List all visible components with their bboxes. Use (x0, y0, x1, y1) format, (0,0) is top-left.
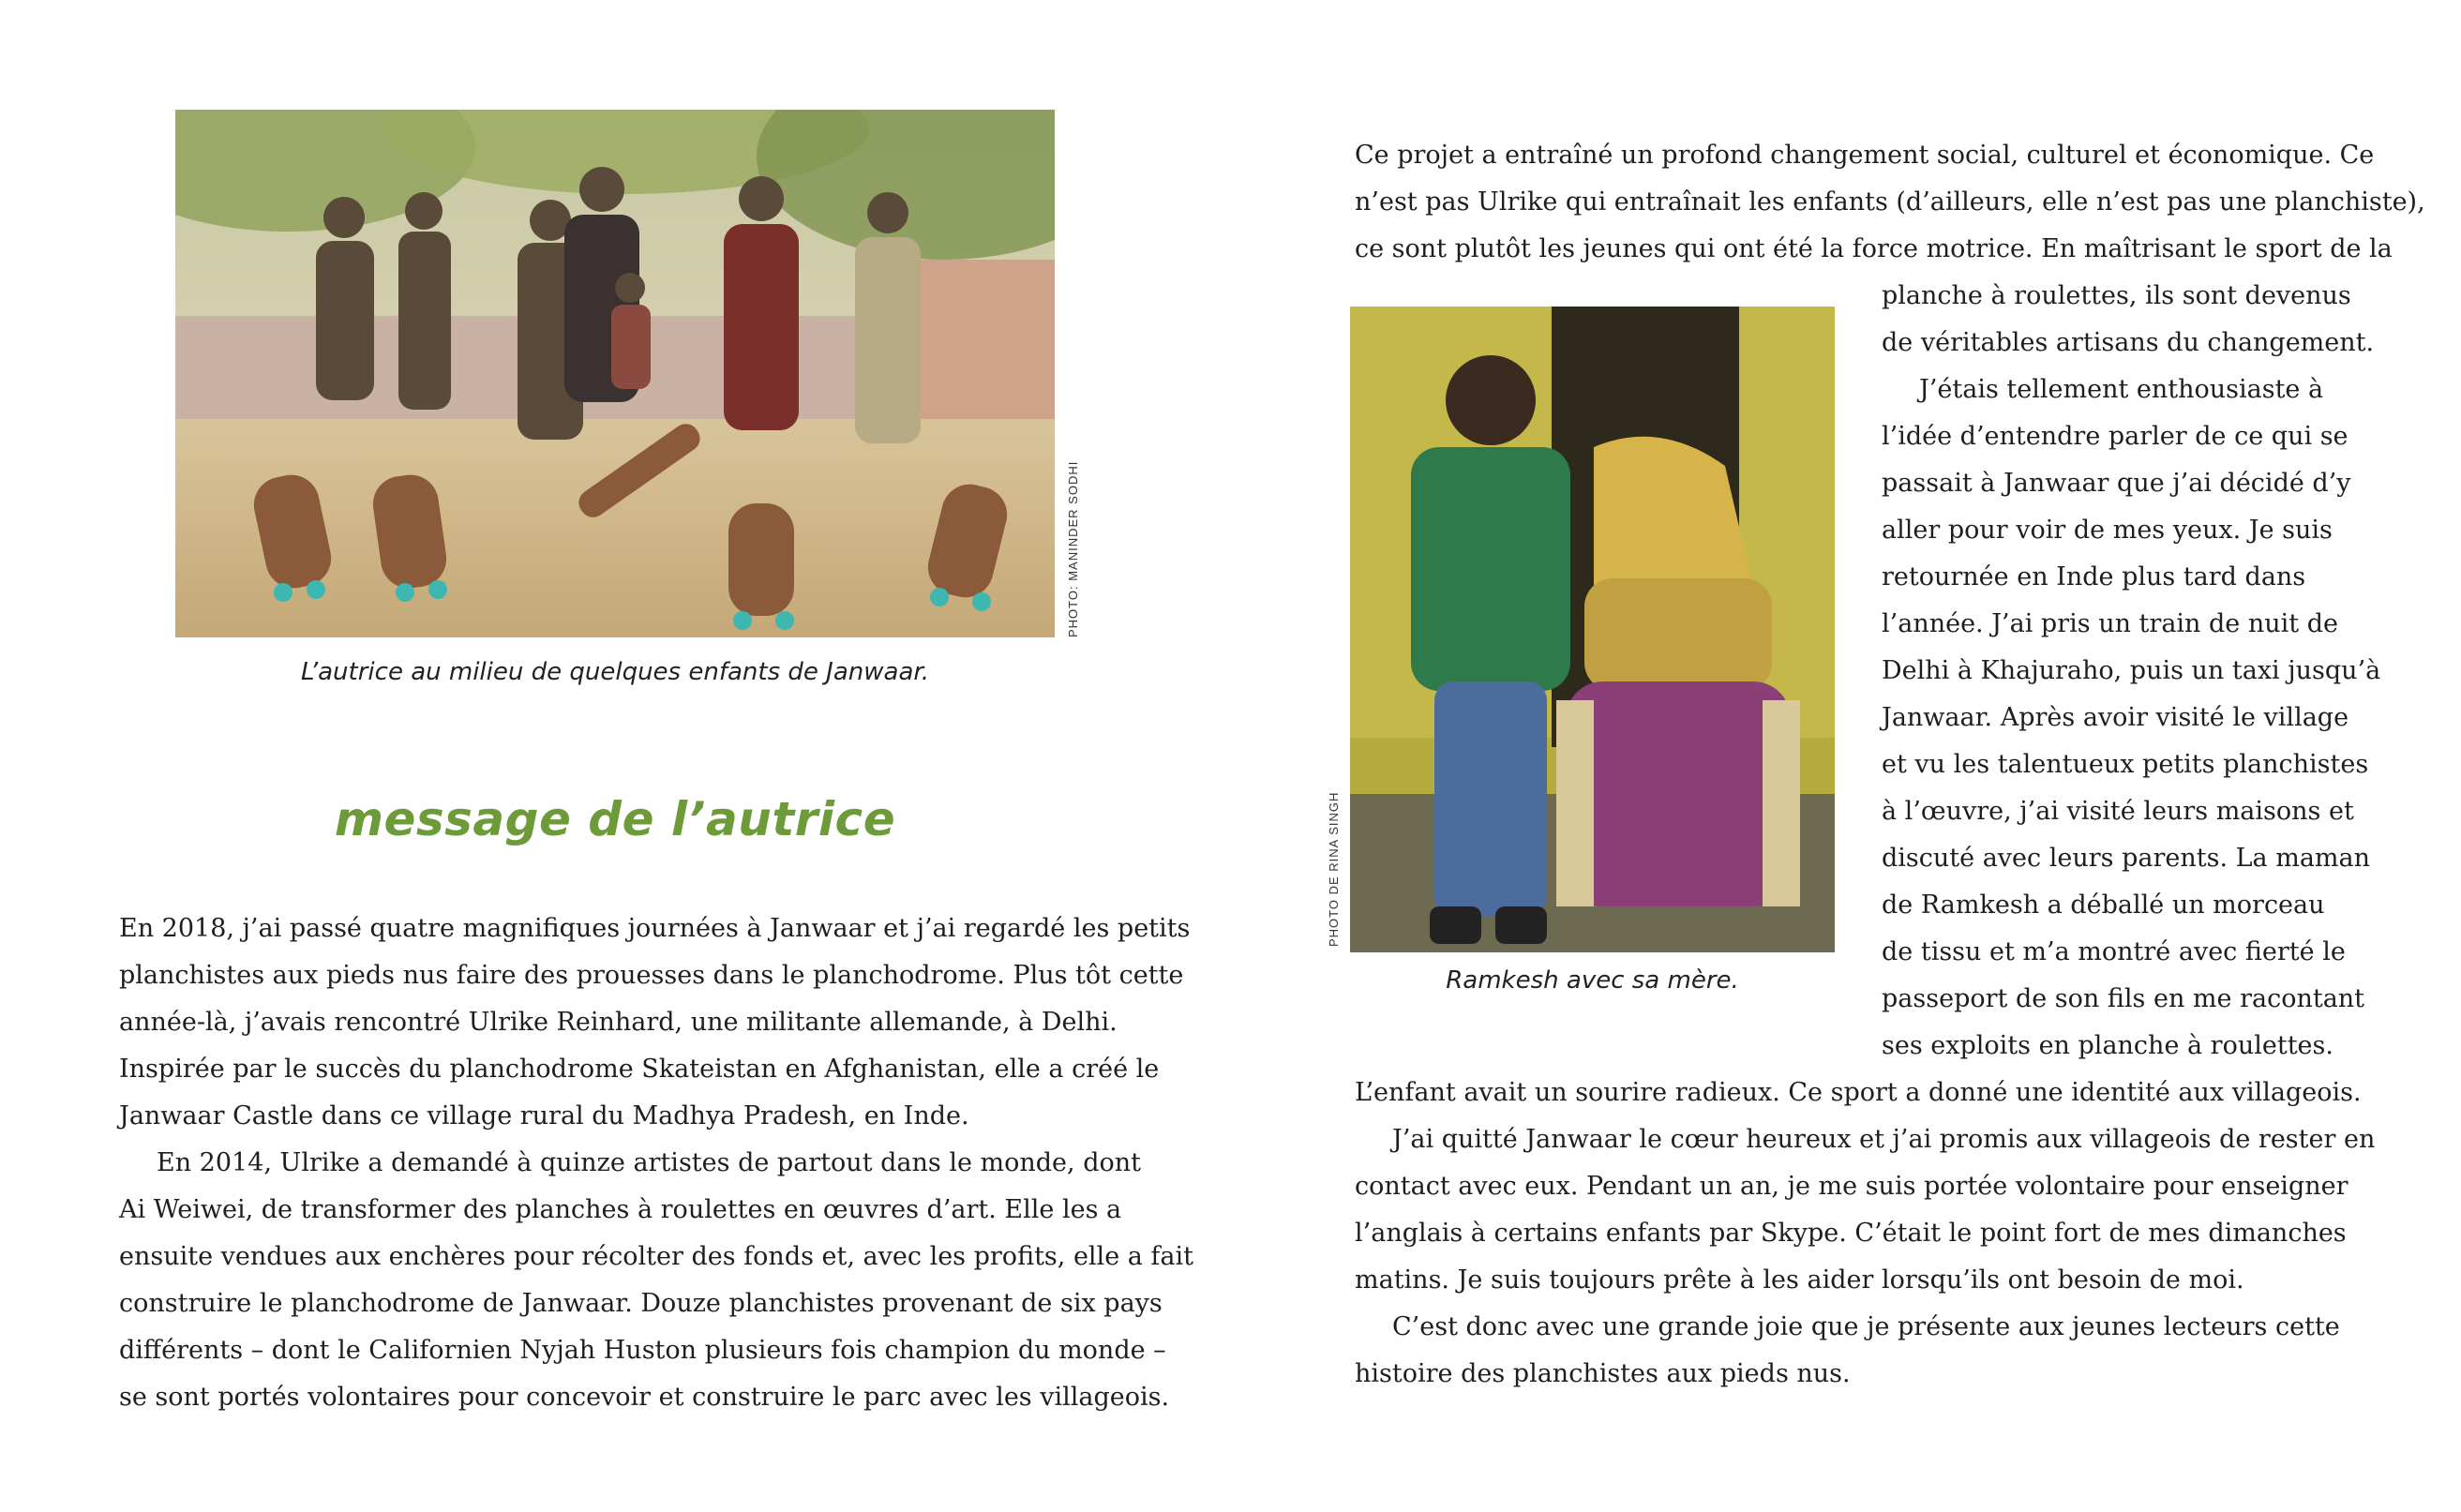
section-heading: message de l’autrice (334, 792, 896, 846)
photo-credit-right: PHOTO DE RINA SINGH (1327, 791, 1341, 947)
body-line: histoire des planchistes aux pieds nus. (1355, 1359, 1851, 1388)
body-line: Janwaar Castle dans ce village rural du Madhya Pradesh, en Inde. (119, 1101, 969, 1130)
body-line: contact avec eux. Pendant un an, je me suis portée volontaire pour enseigner (1355, 1172, 2348, 1201)
body-line: année-là, j’avais rencontré Ulrike Reinhard, une militante allemande, à Delhi. (119, 1008, 1118, 1037)
body-line: discuté avec leurs parents. La maman (1882, 844, 2371, 873)
body-line: de véritables artisans du changement. (1882, 328, 2375, 357)
body-line: planchistes aux pieds nus faire des prouesses dans le planchodrome. Plus tôt cette (119, 961, 1184, 990)
body-line: l’idée d’entendre parler de ce qui se (1882, 422, 2348, 451)
photo-caption-right: Ramkesh avec sa mère. (1446, 966, 1739, 995)
body-line: ce sont plutôt les jeunes qui ont été la force motrice. En maîtrisant le sport de la (1355, 234, 2393, 263)
body-line: différents – dont le Californien Nyjah Huston plusieurs fois champion du monde – (119, 1336, 1166, 1365)
photo-author-with-children (175, 110, 1055, 637)
body-line: ses exploits en planche à roulettes. (1882, 1031, 2333, 1060)
body-line: Ce projet a entraîné un profond changement social, culturel et économique. Ce (1355, 141, 2375, 170)
body-line: retournée en Inde plus tard dans (1882, 562, 2306, 591)
body-line: et vu les talentueux petits planchistes (1882, 750, 2369, 779)
body-line: de Ramkesh a déballé un morceau (1882, 891, 2325, 920)
body-line: planche à roulettes, ils sont devenus (1882, 281, 2351, 310)
body-line: se sont portés volontaires pour concevoir et construire le parc avec les villageois. (119, 1383, 1170, 1412)
photo-author-with-children-image (175, 110, 1055, 637)
body-line: J’étais tellement enthousiaste à (1919, 375, 2324, 404)
photo-credit-left: PHOTO: MANINDER SODHI (1066, 460, 1080, 637)
body-line: C’est donc avec une grande joie que je présente aux jeunes lecteurs cette (1392, 1312, 2340, 1341)
body-line: n’est pas Ulrike qui entraînait les enfants (d’ailleurs, elle n’est pas une planchiste), (1355, 187, 2425, 217)
body-line: l’anglais à certains enfants par Skype. C’était le point fort de mes dimanches (1355, 1219, 2347, 1248)
photo-ramkesh-with-mother-image (1350, 307, 1835, 952)
body-line: En 2018, j’ai passé quatre magnifiques journées à Janwaar et j’ai regardé les petits (119, 914, 1191, 943)
body-line: de tissu et m’a montré avec fierté le (1882, 937, 2346, 966)
body-line: passait à Janwaar que j’ai décidé d’y (1882, 469, 2351, 498)
body-line: L’enfant avait un sourire radieux. Ce sport a donné une identité aux villageois. (1355, 1078, 2362, 1107)
body-line: à l’œuvre, j’ai visité leurs maisons et (1882, 797, 2354, 826)
body-line: Ai Weiwei, de transformer des planches à roulettes en œuvres d’art. Elle les a (119, 1195, 1122, 1224)
body-line: aller pour voir de mes yeux. Je suis (1882, 516, 2333, 545)
body-line: construire le planchodrome de Janwaar. Douze planchistes provenant de six pays (119, 1289, 1163, 1318)
photo-caption-left: L’autrice au milieu de quelques enfants de Janwaar. (301, 658, 929, 686)
body-line: passeport de son fils en me racontant (1882, 984, 2365, 1013)
body-line: Inspirée par le succès du planchodrome Skateistan en Afghanistan, elle a créé le (119, 1055, 1160, 1084)
body-line: l’année. J’ai pris un train de nuit de (1882, 609, 2338, 638)
body-line: matins. Je suis toujours prête à les aider lorsqu’ils ont besoin de moi. (1355, 1265, 2244, 1295)
photo-ramkesh-with-mother (1350, 307, 1835, 952)
body-line: Janwaar. Après avoir visité le village (1882, 703, 2349, 732)
body-line: J’ai quitté Janwaar le cœur heureux et j’ai promis aux villageois de rester en (1392, 1125, 2376, 1154)
body-line: Delhi à Khajuraho, puis un taxi jusqu’à (1882, 656, 2381, 685)
body-line: ensuite vendues aux enchères pour récolter des fonds et, avec les profits, elle a fait (119, 1242, 1194, 1271)
body-line: En 2014, Ulrike a demandé à quinze artistes de partout dans le monde, dont (157, 1148, 1141, 1177)
